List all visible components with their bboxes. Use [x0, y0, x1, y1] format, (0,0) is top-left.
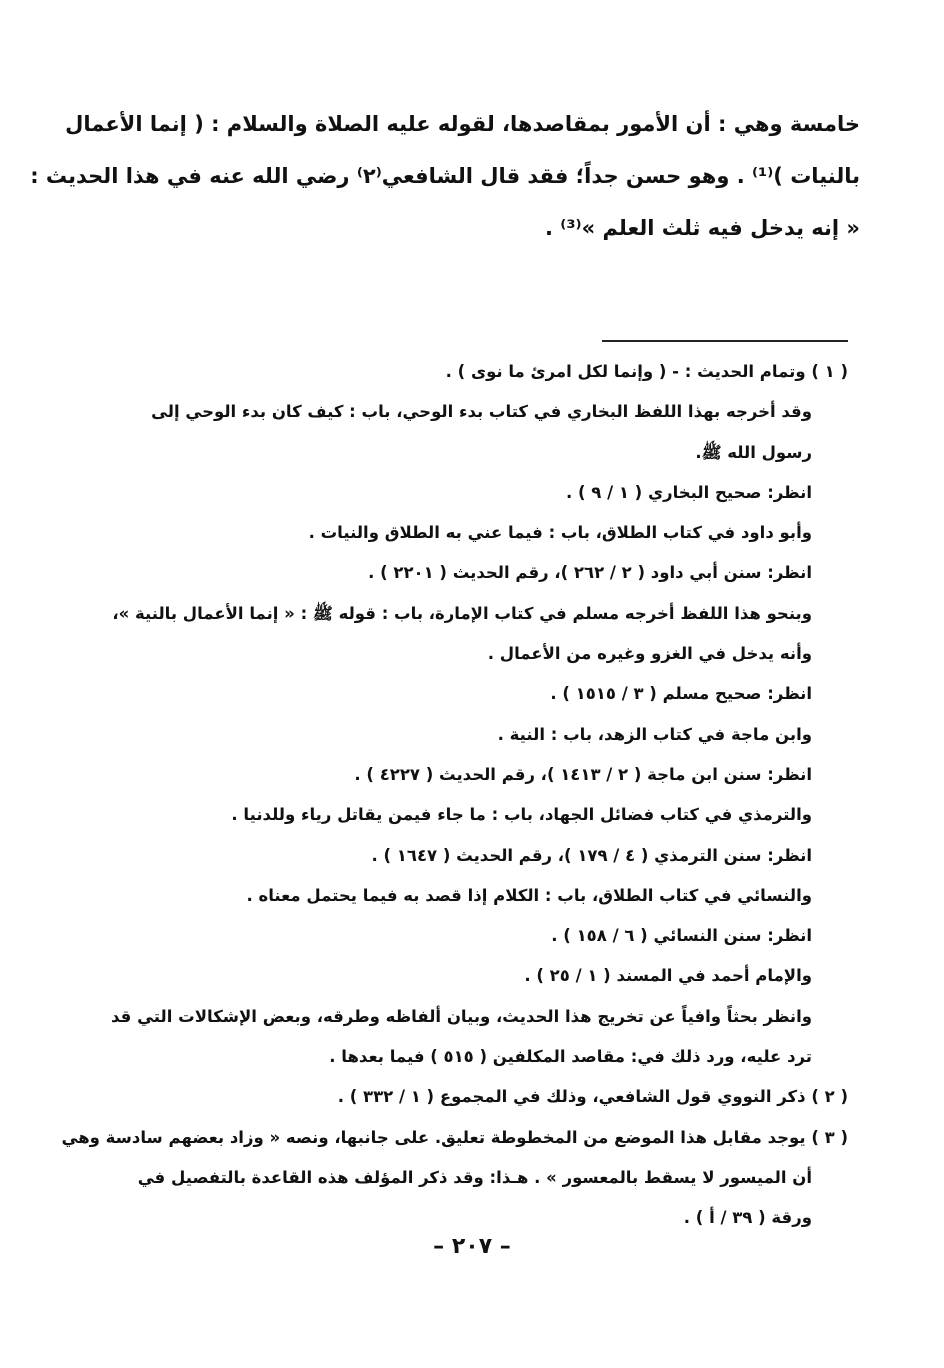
footnote-1-line: ترد عليه، ورد ذلك في: مقاصد المكلفين ( ٥١٥ ) فيما بعدها . — [329, 1047, 812, 1067]
footnote-3-line: ورقة ( ٣٩ / أ ) . — [683, 1208, 812, 1228]
page-number: – ٢٠٧ – — [433, 1234, 511, 1259]
footnote-3-line: ( ٣ ) يوجد مقابل هذا الموضع من المخطوطة تعليق. على جانبها، ونصه « وزاد بعضهم سادسة وهي — [61, 1127, 848, 1147]
footnote-1-line: وقد أخرجه بهذا اللفظ البخاري في كتاب بدء الوحي، باب : كيف كان بدء الوحي إلى — [151, 402, 812, 422]
main-text-line: بالنيات )⁽¹⁾ . وهو حسن جداً؛ فقد قال الشافعي⁽٢⁾ رضي الله عنه في هذا الحديث : — [30, 164, 860, 188]
footnote-1-line: انظر: صحيح مسلم ( ٣ / ١٥١٥ ) . — [550, 684, 812, 704]
footnote-1-line: انظر: سنن ابن ماجة ( ٢ / ١٤١٣ )، رقم الحديث ( ٤٢٢٧ ) . — [354, 764, 812, 784]
footnotes — [61, 352, 848, 1239]
footnote-1-line: وبنحو هذا اللفظ أخرجه مسلم في كتاب الإمارة، باب : قوله ﷺ : « إنما الأعمال بالنية »، — [112, 603, 812, 623]
main-text-line: خامسة وهي : أن الأمور بمقاصدها، لقوله عليه الصلاة والسلام : ( إنما الأعمال — [65, 112, 860, 136]
main-text-line: « إنه يدخل فيه ثلث العلم »⁽³⁾ . — [544, 216, 860, 240]
footnote-1-line: والإمام أحمد في المسند ( ١ / ٢٥ ) . — [524, 966, 812, 986]
footnote-1-line: انظر: سنن الترمذي ( ٤ / ١٧٩ )، رقم الحديث ( ١٦٤٧ ) . — [371, 845, 812, 865]
footnote-1-line: انظر: سنن أبي داود ( ٢ / ٢٦٢ )، رقم الحديث ( ٢٢٠١ ) . — [368, 563, 812, 583]
footnote-separator — [602, 340, 848, 342]
footnote-2-line: ( ٢ ) ذكر النووي قول الشافعي، وذلك في المجموع ( ١ / ٣٣٢ ) . — [337, 1087, 848, 1107]
footnote-1-line: والنسائي في كتاب الطلاق، باب : الكلام إذا قصد به فيما يحتمل معناه . — [246, 885, 812, 905]
footnote-1-line: انظر: صحيح البخاري ( ١ / ٩ ) . — [565, 482, 812, 502]
footnote-1-line: وابن ماجة في كتاب الزهد، باب : النية . — [497, 724, 812, 744]
footnote-1-line: والترمذي في كتاب فضائل الجهاد، باب : ما جاء فيمن يقاتل رياء وللدنيا . — [231, 805, 812, 825]
footnote-1-line: رسول الله ﷺ. — [695, 442, 812, 462]
footnote-1-line: وانظر بحثاً وافياً عن تخريج هذا الحديث، وبيان ألفاظه وطرقه، وبعض الإشكالات التي قد — [111, 1006, 812, 1026]
footnote-1-line: وأنه يدخل في الغزو وغيره من الأعمال . — [487, 644, 812, 664]
footnote-1-line: وأبو داود في كتاب الطلاق، باب : فيما عني به الطلاق والنيات . — [308, 523, 812, 543]
main-paragraph — [30, 98, 860, 254]
footnote-3-line: أن الميسور لا يسقط بالمعسور » . هـذا: وقد ذكر المؤلف هذه القاعدة بالتفصيل في — [137, 1167, 812, 1187]
footnote-1-line: انظر: سنن النسائي ( ٦ / ١٥٨ ) . — [551, 926, 812, 946]
footnote-1-line: ( ١ ) وتمام الحديث : - ( وإنما لكل امرئ ما نوى ) . — [445, 362, 848, 381]
